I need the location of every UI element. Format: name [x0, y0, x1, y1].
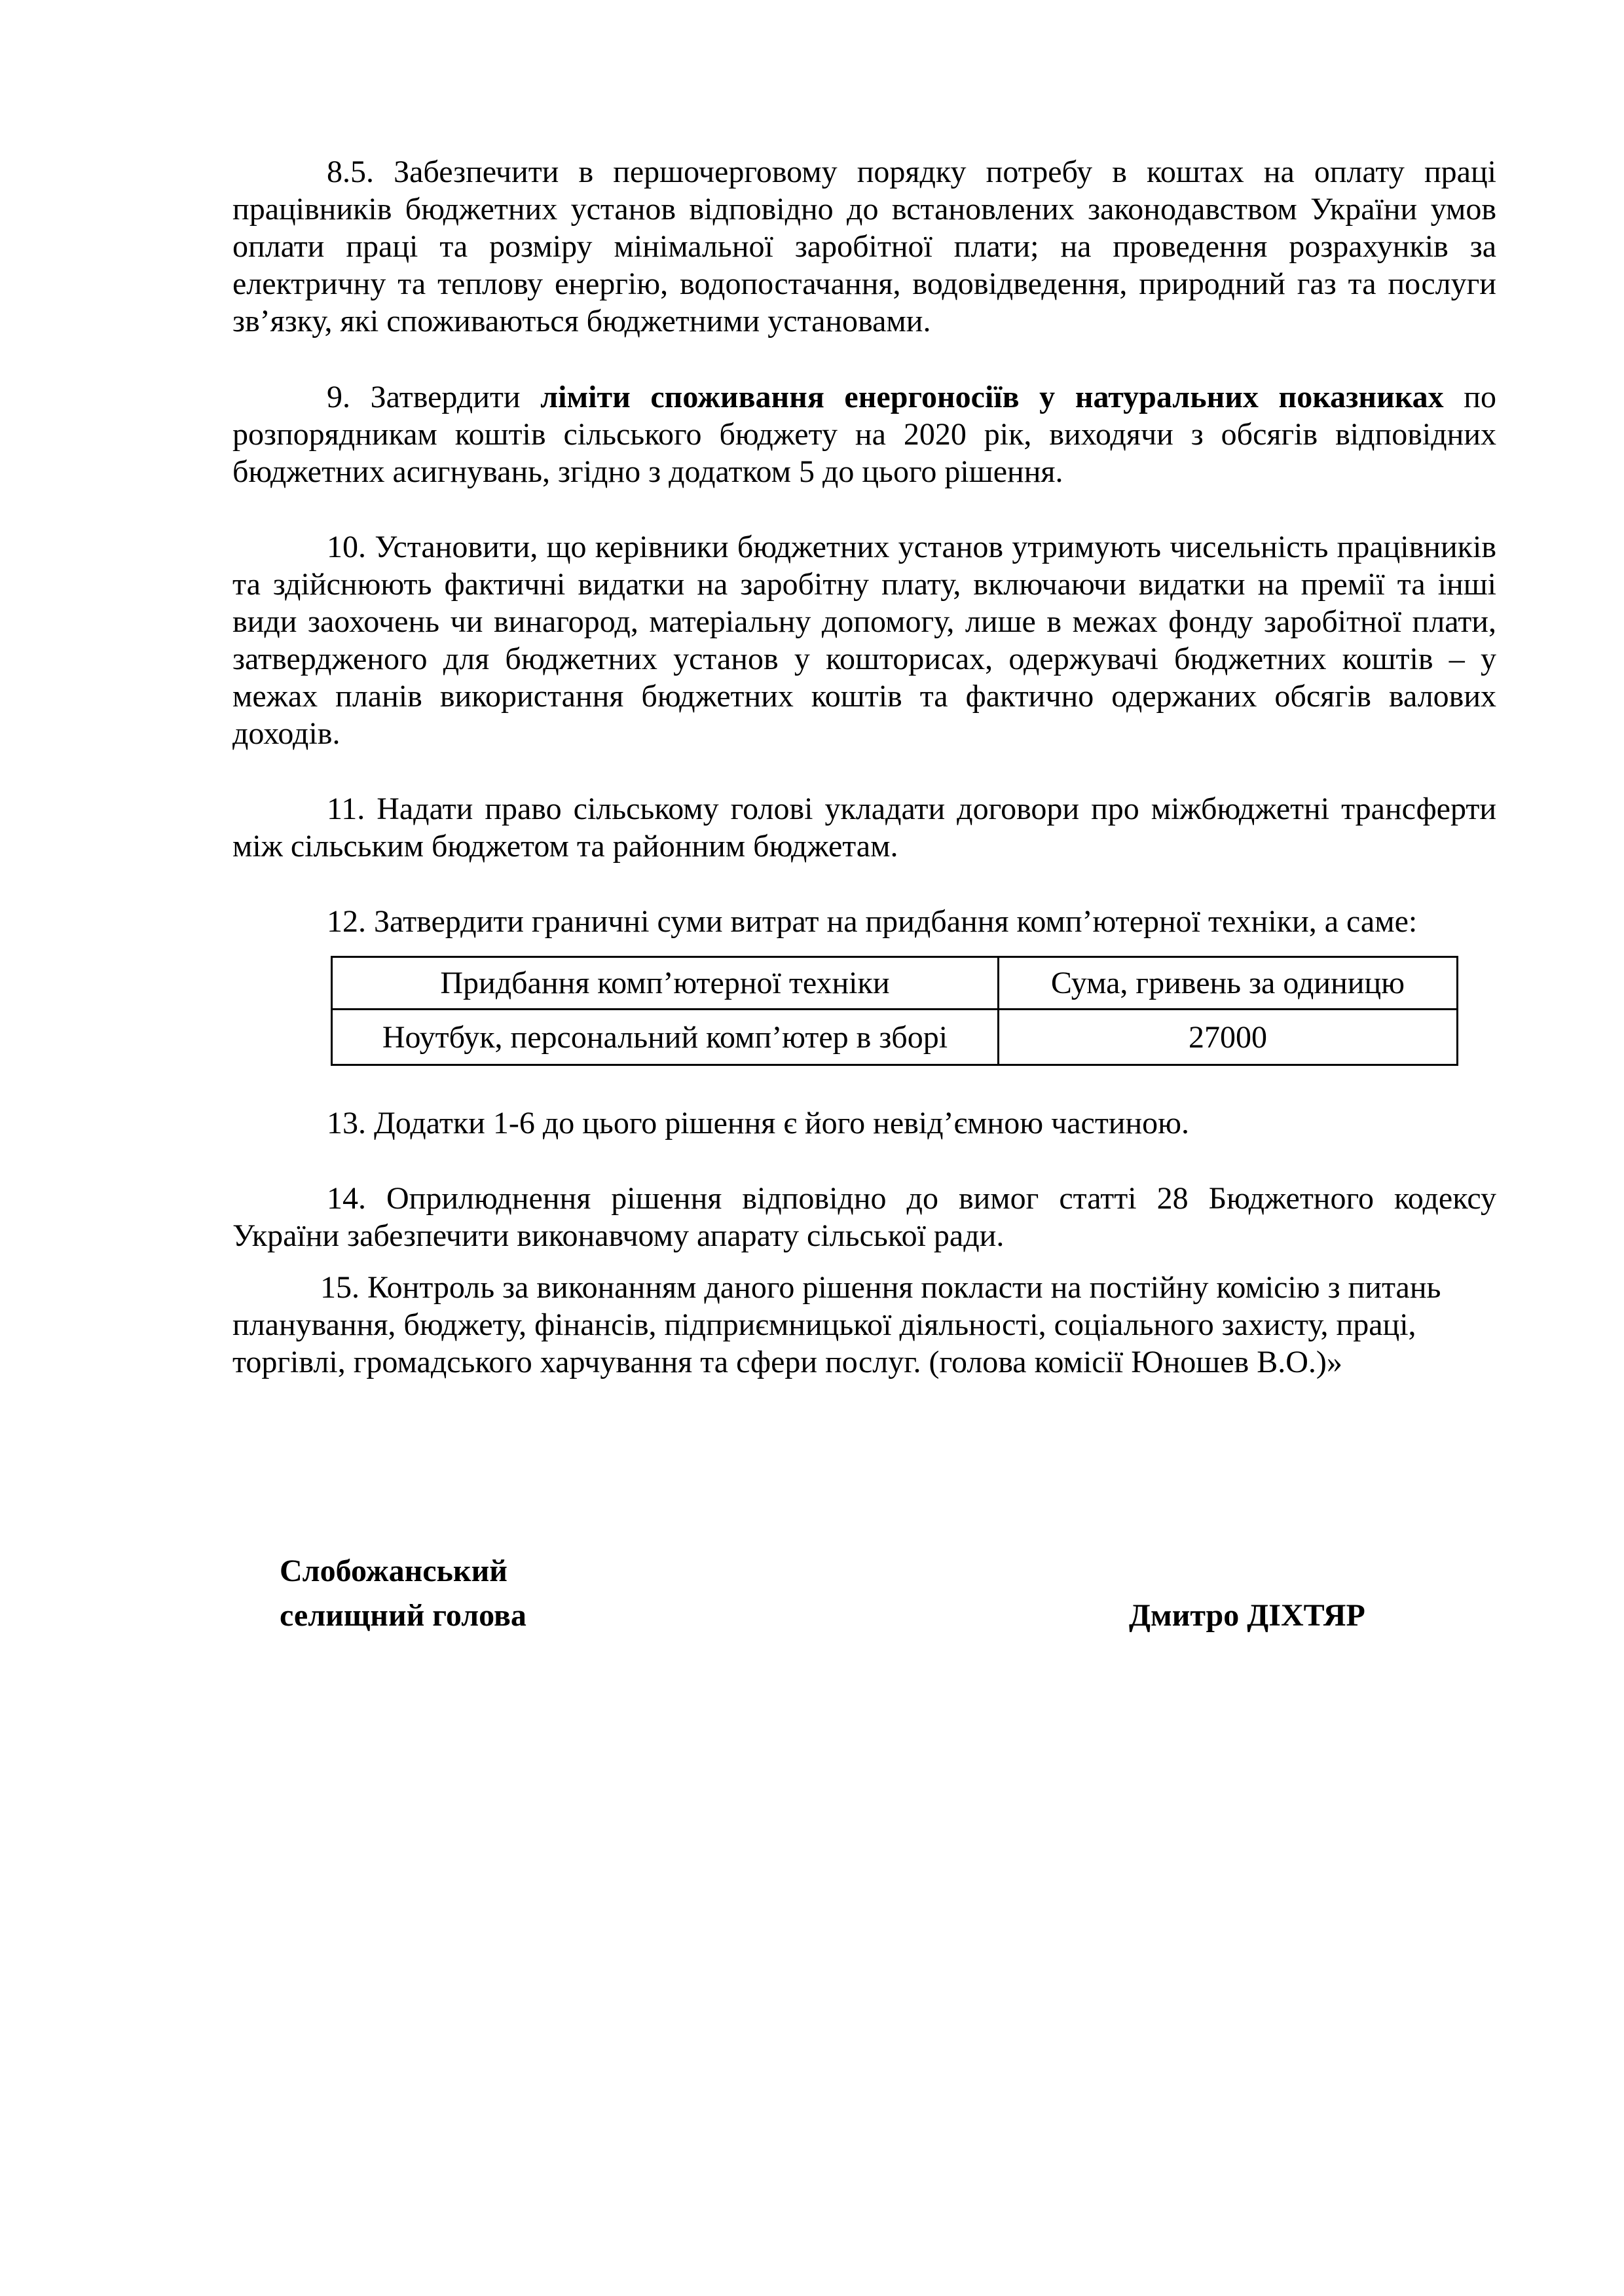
table-header-cell: Придбання комп’ютерної техніки — [332, 957, 999, 1010]
paragraph-12: 12. Затвердити граничні суми витрат на придбання комп’ютерної техніки, а саме: — [327, 904, 1418, 939]
paragraph-11: 11. Надати право сільському голові укладати договори про міжбюджетні трансферти між сільським бюджетом та районним бюджетам. — [232, 792, 1496, 864]
table-row — [332, 1010, 1458, 1065]
paragraph-9 — [232, 378, 1496, 490]
paragraph-15: 15. Контроль за виконанням даного рішення покласти на постійну комісію з питань планування, бюджету, фінансів, підприємницької діяльності, соціального захисту, праці, торгівлі, громадського харчування та сфери послуг. (голова комісії Юношев В.О.)» — [232, 1270, 1441, 1379]
table-header-cell: Сума, гривень за одиницю — [998, 957, 1457, 1010]
paragraph-14: 14. Оприлюднення рішення відповідно до вимог статті 28 Бюджетного кодексу України забезпечити виконавчому апарату сільської ради. — [232, 1181, 1496, 1253]
signature-name: Дмитро ДІХТЯР — [1129, 1598, 1365, 1633]
paragraph-9-bold: ліміти споживання енергоносіїв у натуральних показниках — [540, 380, 1444, 414]
table-cell: Ноутбук, персональний комп’ютер в зборі — [332, 1010, 999, 1065]
paragraph-13: 13. Додатки 1-6 до цього рішення є його невід’ємною частиною. — [327, 1106, 1190, 1140]
table-cell: 27000 — [998, 1010, 1457, 1065]
paragraph-10: 10. Установити, що керівники бюджетних установ утримують чисельність працівників та здійснюють фактичні видатки на заробітну плату, включаючи видатки на премії та інші види заохочень чи винагород, матеріальну допомогу, лише в межах фонду заробітної плати, затвердженого для бюджетних установ у кошторисах, одержувачі бюджетних коштів – у межах планів використання бюджетних коштів та фактично одержаних обсягів валових доходів. — [232, 530, 1496, 751]
signature-title-line2: селищний голова — [280, 1598, 526, 1633]
table-header-row — [332, 957, 1458, 1010]
computer-equipment-table — [331, 956, 1458, 1066]
signature-title-line1: Слобожанський — [280, 1554, 507, 1588]
paragraph-9-suffix: по розпорядникам коштів сільського бюджету на 2020 рік, виходячи з обсягів відповідних бюджетних асигнувань, згідно з додатком 5 до цього рішення. — [232, 380, 1496, 489]
paragraph-8-5: 8.5. Забезпечити в першочерговому порядку потребу в коштах на оплату праці працівників бюджетних установ відповідно до встановлених законодавством України умов оплати праці та розміру мінімальної заробітної плати; на проведення розрахунків за електричну та теплову енергію, водопостачання, водовідведення, природний газ та послуги зв’язку, які споживаються бюджетними установами. — [232, 155, 1496, 338]
paragraph-9-prefix: 9. Затвердити — [327, 380, 541, 414]
